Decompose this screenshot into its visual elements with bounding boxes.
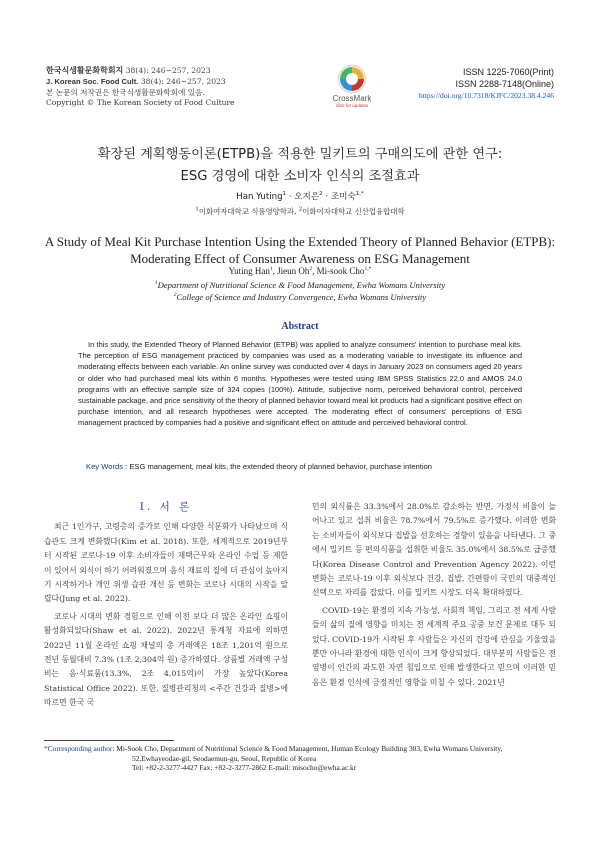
paragraph: COVID-19는 환경의 지속 가능성, 사회적 책임, 그리고 전 세계 사람들의 삶의 질에 영향을 미치는 전 세계적 주요 공중 보건 문제로 대두 되었다. COVID-19가 시작된 후 사람들은 자신의 건강에 관심을 기울였을 뿐만 아니라 환경에 대한 인식이 크게 향상되었다. 대부분의 사람들은 전염병이 인간의 과도한 자연 침입으로 인해 발생한다고 믿으며 이러한 믿음은 환경 인식에 긍정적인 영향을 미칠 수 있다. 2021년	[312, 605, 556, 687]
aff-en-2-sup: 2	[173, 291, 177, 298]
crossmark-icon	[337, 64, 367, 94]
footnote-address: Mi-Sook Cho, Department of Nutritional Science & Food Management, Human Ecology Building 303, Ewha Womans University,	[114, 744, 503, 753]
keywords-label: Key Words :	[86, 462, 128, 471]
authors-ko	[30, 190, 570, 202]
journal-ko-pages: 38(4): 246~257, 2023	[123, 66, 211, 75]
body-column-right	[312, 500, 556, 693]
aff-en-2: College of Science and Industry Convergence, Ewha Womans University	[176, 291, 427, 302]
footnote-contact: Tel: +82-2-3277-4427 Fax: +82-2-3277-2862 E-mail: misocho@ewha.ac.kr	[132, 763, 357, 773]
aff-en-1-sup: 1	[154, 280, 158, 287]
title-en-line1: A Study of Meal Kit Purchase Intention Using the Extended Theory of Planned Behavior (ETPB):	[44, 234, 556, 249]
abstract-heading: Abstract	[281, 321, 319, 332]
paragraph: 최근 1인가구, 고령층의 증가로 인해 다양한 식문화가 나타났으며 식습관도 크게 변화했다(Kim et al. 2018). 또한, 세계적으로 2019년부터 시작된 코로나-19 이후 소비자들이 재택근무와 온라인 수업 등 제한이 있어서 외식이 하기 어려워졌으며 음식 재료의 질에 더 관심이 높아지기 시작하거나 개인 위생 습관 개선 등 변화는 코로나 시대의 시작을 알렸다(Jung et al. 2022).	[44, 522, 288, 604]
copyright-en: Copyright © The Korean Society of Food Culture	[46, 98, 235, 108]
aff-en-1-line	[30, 280, 570, 292]
title-ko	[30, 144, 570, 188]
affiliations-ko	[30, 206, 570, 217]
author-ko-3-sup-num: 1,	[355, 191, 361, 198]
author-ko-1: Han Yuting	[236, 192, 283, 202]
author-ko-1-sup: 1	[282, 191, 287, 198]
body-column-left	[44, 500, 288, 714]
abstract-body: In this study, the Extended Theory of Planned Behavior (ETPB) was applied to analyze consumers' intention to purchase meal kits. The perception of ESG management practiced by companies was used as a moderating variable to investigate its influence and moderating effects between each variable. An online survey was conducted over 4 days in January 2023 on consumers aged 20 years or older who had purchased meal kits within 6 months. Hypotheses were tested using IBM SPSS Statistics 22.0 and AMOS 24.0 programs with an effective sample size of 324 copies (100%). Attitude, subjective norm, perceived behavioral control, perceived sustainable package, and price sensitivity of the theory of planned behavior toward meal kit products had a significant positive effect on purchase intention, and all research hypotheses were accepted. The moderating effect of consumers' perceptions of ESG management practiced by companies had a positive and significant effect on attitude and perceived behavioral control.	[78, 340, 522, 428]
keywords-text: ESG management, meal kits, the extended theory of planned behavior, purchase intention	[127, 462, 433, 471]
journal-ko-line	[46, 66, 276, 77]
journal-header	[46, 66, 276, 109]
aff-en-1: Department of Nutritional Science & Food Management, Ewha Womans University	[157, 280, 446, 290]
author-en-3-sup: 1,*	[364, 266, 372, 272]
title-en	[30, 234, 570, 267]
issn-print: ISSN 1225-7060(Print)	[462, 67, 554, 77]
footnote-label: *Corresponding author:	[44, 744, 115, 753]
author-ko-3-sup	[356, 191, 364, 197]
aff-en-2-line	[30, 292, 570, 304]
crossmark-badge[interactable]	[324, 64, 380, 116]
aff-ko-1-sup: 1	[195, 206, 199, 213]
section-heading-introduction: Ⅰ. 서 론	[139, 501, 193, 513]
keywords	[86, 462, 526, 471]
author-ko-2-sup: 2	[319, 191, 323, 198]
title-en-line2: Moderating Effect of Consumer Awareness on ESG Management	[130, 250, 470, 266]
title-ko-line2: ESG 경영에 대한 소비자 인식의 조절효과	[180, 169, 420, 184]
footnote-line2: 52,Ewhayeodae-gil, Seodaemun-gu, Seoul, Republic of Korea	[132, 753, 317, 763]
affiliations-en	[30, 280, 570, 303]
paragraph: 코로나 시대의 변화 경험으로 인해 이전 보다 더 많은 온라인 쇼핑이 활성화되었다(Shaw et al. 2022). 2022년 통계청 자료에 의하면 2022년 11월 온라인 쇼핑 채널의 총 거래액은 18조 1,201억 원으로 전년 동월대비 7.3% (1조 2,304억 원) 증가하였다. 상품별 거래액 구성비는 음·식료품(13.3%, 2조 4,015억)이 가장 높았다(Korea Statistical Office 2022). 또한, 질병관리청의 <주간 건강과 질병>에 따르면 한국 국	[44, 611, 288, 708]
crossmark-label: CrossMark	[332, 94, 372, 103]
paragraph: 민의 외식률은 33.3%에서 28.0%로 감소하는 반면, 가정식 비율이 늘어나고 있고 섭취 비율은 78.7%에서 79.5%로 증가했다. 이러한 변화는 소비자들이 외식보다 집밥을 선호하는 경향이 있음을 나타낸다. 그 중에서 밀키트 등 편의식품을 섭취한 비율도 35.0%에서 38.5%로 급증했다(Korea Disease Control and Prevention Agency 2022). 이런 변화는 코로나-19 이후 외식보다 건강, 집밥, 간편함이 국민의 대중적인 선택으로 자리를 잡았다. 이를 밀키트 시장도 더욱 확대하였다.	[312, 502, 556, 598]
journal-en-pages: 38(4): 246~257, 2023	[138, 76, 226, 86]
author-en-3: , Mi-sook Cho	[312, 266, 365, 276]
doi-link[interactable]: https://doi.org/10.7318/KJFC/2023.38.4.246	[418, 91, 554, 100]
journal-name-en: J. Korean Soc. Food Cult.	[46, 76, 139, 86]
copyright-ko: 본 논문의 저작권은 한국식생활문화학회에 있음.	[46, 87, 205, 97]
corresponding-star: *	[361, 191, 364, 198]
journal-name-ko: 한국식생활문화학회지	[46, 66, 124, 75]
journal-en-line	[46, 77, 276, 88]
author-en-1: Yuting Han	[228, 266, 270, 276]
author-en-2-sup: 2	[309, 266, 313, 272]
issn-online: ISSN 2288-7148(Online)	[455, 79, 554, 89]
issn-block	[419, 66, 554, 102]
author-ko-2: · 오지은	[286, 192, 320, 202]
author-ko-3: · 조미숙	[322, 192, 356, 202]
authors-en	[30, 266, 570, 276]
corresponding-author-footnote	[44, 740, 564, 773]
aff-ko-2: 이화여자대학교 신산업융합대학	[302, 207, 405, 216]
aff-ko-1: 이화여자대학교 식품영양학과,	[198, 207, 299, 216]
aff-ko-2-sup: 2	[298, 206, 303, 213]
crossmark-sublabel: click for updates	[335, 103, 369, 108]
author-en-2: , Jieun Oh	[272, 266, 310, 276]
title-ko-line1: 확장된 계획행동이론(ETPB)을 적용한 밀키트의 구매의도에 관한 연구:	[97, 147, 503, 162]
footnote-line1	[44, 744, 564, 754]
footnote-divider	[44, 740, 174, 741]
author-en-1-sup: 1	[269, 266, 273, 272]
